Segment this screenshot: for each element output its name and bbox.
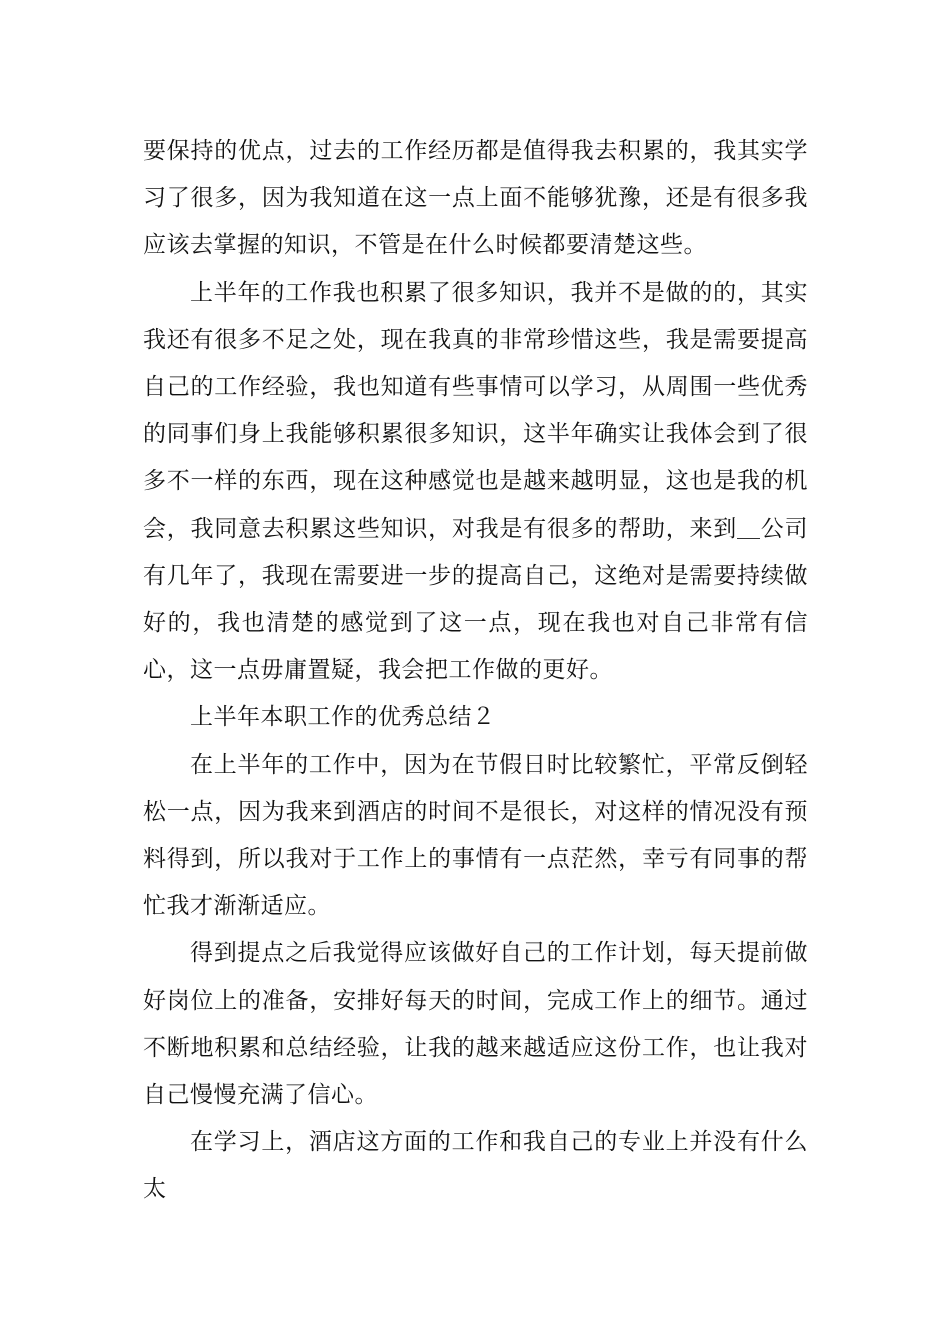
- paragraph-first-half-knowledge: 上半年的工作我也积累了很多知识，我并不是做的的，其实我还有很多不足之处，现在我真的非常珍惜这些，我是需要提高自己的工作经验，我也知道有些事情可以学习，从周围一些优秀的同事们身上我能够积累很多知识，这半年确实让我体会到了很多不一样的东西，现在这种感觉也是越来越明显，这也是我的机会，我同意去积累这些知识，对我是有很多的帮助，来到＿公司有几年了，我现在需要进一步的提高自己，这绝对是需要持续做好的，我也清楚的感觉到了这一点，现在我也对自己非常有信心，这一点毋庸置疑，我会把工作做的更好。: [143, 279, 808, 684]
- document-body: [143, 128, 808, 1214]
- section-heading: 上半年本职工作的优秀总结２: [190, 704, 496, 731]
- paragraph-continuation: 要保持的优点，过去的工作经历都是值得我去积累的，我其实学习了很多，因为我知道在这一点上面不能够犹豫，还是有很多我应该去掌握的知识，不管是在什么时候都要清楚这些。: [143, 138, 808, 259]
- paragraph-study: 在学习上，酒店这方面的工作和我自己的专业上并没有什么太: [143, 1129, 808, 1203]
- paragraph-work-plan: 得到提点之后我觉得应该做好自己的工作计划，每天提前做好岗位上的准备，安排好每天的时间，完成工作上的细节。通过不断地积累和总结经验，让我的越来越适应这份工作，也让我对自己慢慢充满了信心。: [143, 940, 808, 1109]
- paragraph-hotel-work: 在上半年的工作中，因为在节假日时比较繁忙，平常反倒轻松一点，因为我来到酒店的时间不是很长，对这样的情况没有预料得到，所以我对于工作上的事情有一点茫然，幸亏有同事的帮忙我才渐渐适应。: [143, 751, 808, 920]
